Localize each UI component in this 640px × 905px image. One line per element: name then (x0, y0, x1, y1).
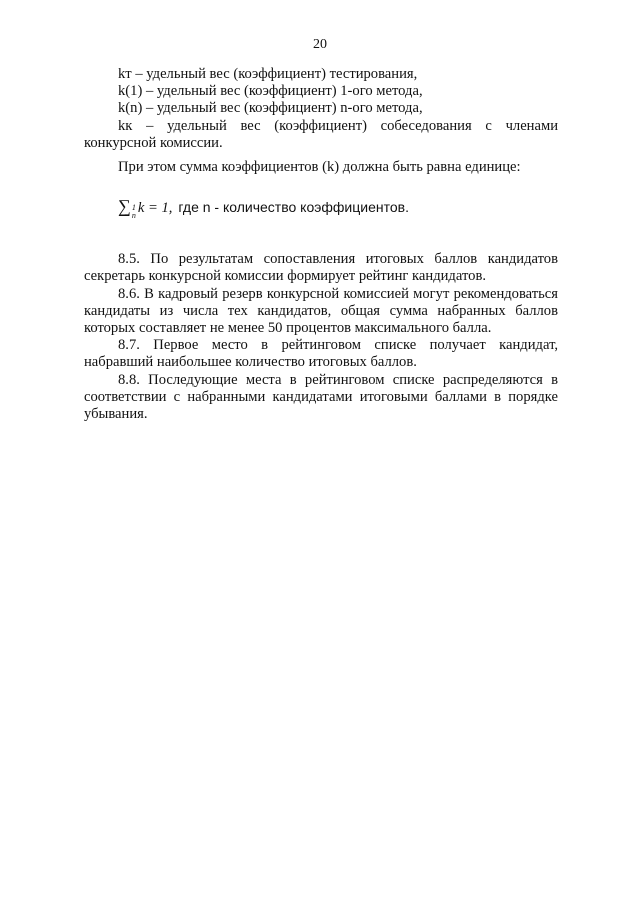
formula-explanation: где n - количество коэффициентов. (178, 199, 409, 216)
coefficient-formula (84, 198, 558, 222)
definition-kk: kк – удельный вес (коэффициент) собеседования с членами конкурсной комиссии. (84, 117, 558, 151)
section-8-7: 8.7. Первое место в рейтинговом списке получает кандидат, набравший наибольшее количество итоговых баллов. (84, 337, 558, 371)
definition-kt: kт – удельный вес (коэффициент) тестирования, (118, 66, 418, 82)
section-8-6: 8.6. В кадровый резерв конкурсной комиссией могут рекомендоваться кандидаты из числа тех кандидатов, общая сумма набранных баллов которых составляет не менее 50 процентов максимального балла. (84, 285, 558, 337)
section-8-8: 8.8. Последующие места в рейтинговом списке распределяются в соответствии с набранными кандидатами итоговыми баллами в порядке убывания. (84, 371, 558, 423)
formula-body: k = 1, (137, 200, 173, 217)
formula-sup: 1 (131, 203, 136, 213)
formula-limits (132, 204, 136, 220)
definition-kn: k(n) – удельный вес (коэффициент) n-ого метода, (118, 100, 423, 117)
sum-intro: При этом сумма коэффициентов (k) должна быть равна единице: (118, 159, 521, 176)
section-8-5: 8.5. По результатам сопоставления итоговых баллов кандидатов секретарь конкурсной комиссии формирует рейтинг кандидатов. (84, 251, 558, 285)
document-body (84, 66, 558, 423)
formula-expression (118, 198, 172, 222)
page-number: 20 (313, 37, 327, 52)
sigma-symbol: ∑ (118, 196, 131, 217)
formula-sub: n (131, 211, 136, 221)
definition-k1: k(1) – удельный вес (коэффициент) 1-ого метода, (118, 83, 423, 100)
